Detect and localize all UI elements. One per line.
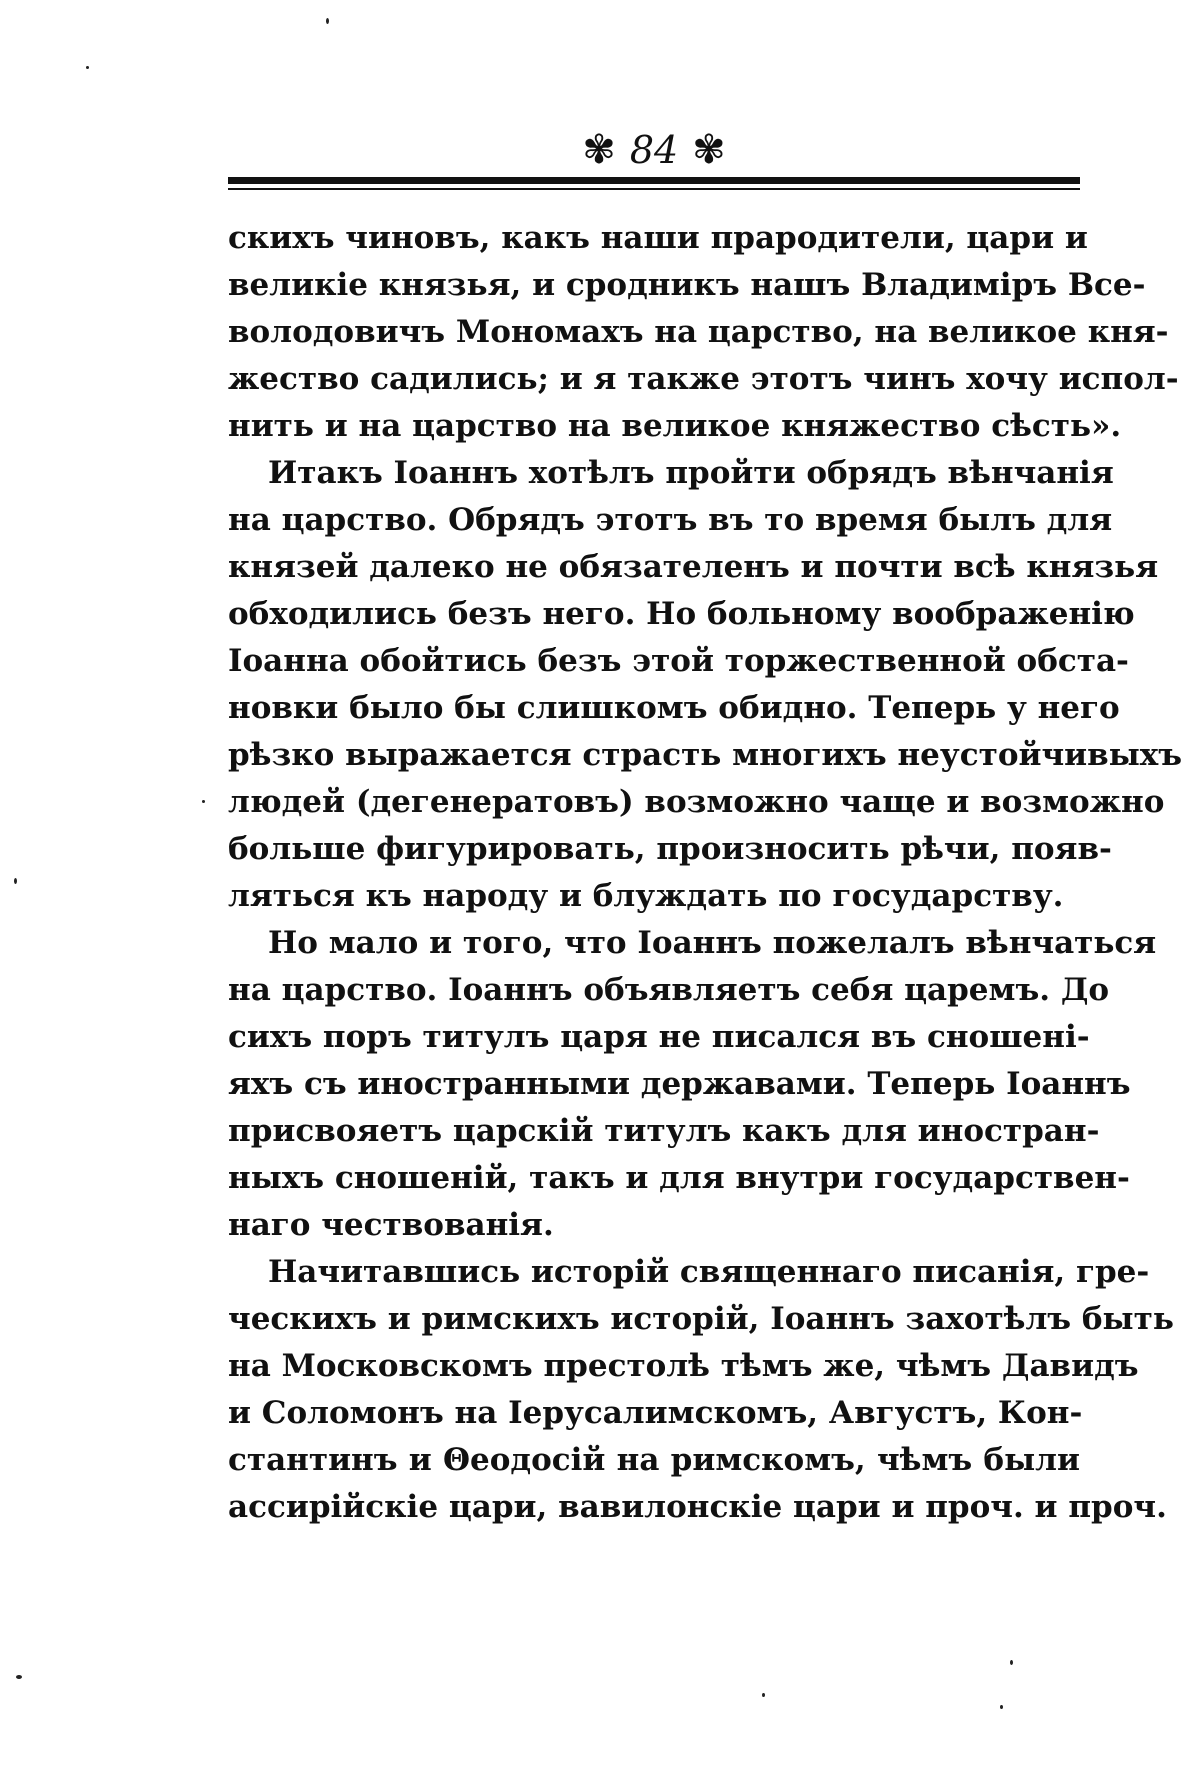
- scan-speck: [86, 66, 89, 69]
- text-line: на Московскомъ престолѣ тѣмъ же, чѣмъ Давидъ: [228, 1348, 1139, 1384]
- text-line: присвояетъ царскій титулъ какъ для иностран-: [228, 1113, 1100, 1149]
- text-line: наго чествованія.: [228, 1207, 554, 1243]
- text-line: больше фигурировать, произносить рѣчи, появ-: [228, 831, 1112, 867]
- header-rule-thick: [228, 177, 1080, 184]
- text-line: рѣзко выражается страсть многихъ неустойчивыхъ: [228, 737, 1182, 773]
- text-line: ческихъ и римскихъ исторій, Іоаннъ захотѣлъ быть: [228, 1301, 1174, 1337]
- text-line: ныхъ сношеній, такъ и для внутри государствен-: [228, 1160, 1130, 1196]
- scan-speck: [1000, 1705, 1003, 1709]
- fleuron-left-icon: ✾: [582, 127, 616, 173]
- header-rule-thin: [228, 188, 1080, 190]
- text-line: и Соломонъ на Іерусалимскомъ, Августъ, Кон-: [228, 1395, 1083, 1431]
- text-line: новки было бы слишкомъ обидно. Теперь у него: [228, 690, 1120, 726]
- text-line: жество садились; и я также этотъ чинъ хочу испол-: [228, 361, 1179, 397]
- scan-speck: [14, 878, 17, 884]
- text-line: Іоанна обойтись безъ этой торжественной обста-: [228, 643, 1129, 679]
- text-line: обходились безъ него. Но больному воображенію: [228, 596, 1135, 632]
- text-line: нить и на царство на великое княжество сѣсть».: [228, 408, 1122, 444]
- scan-speck: [762, 1693, 765, 1697]
- text-line: володовичъ Мономахъ на царство, на великое кня-: [228, 314, 1169, 350]
- text-line: стантинъ и Θеодосій на римскомъ, чѣмъ были: [228, 1442, 1080, 1478]
- scan-speck: [16, 1675, 22, 1679]
- running-head: [228, 125, 1080, 175]
- text-line: Начитавшись исторій священнаго писанія, гре-: [268, 1254, 1150, 1290]
- text-line: скихъ чиновъ, какъ наши прародители, цари и: [228, 220, 1088, 256]
- text-line: великіе князья, и сродникъ нашъ Владиміръ Все-: [228, 267, 1146, 303]
- text-line: людей (дегенератовъ) возможно чаще и возможно: [228, 784, 1165, 820]
- fleuron-right-icon: ✾: [692, 127, 726, 173]
- scan-speck: [326, 18, 329, 24]
- text-line: Итакъ Іоаннъ хотѣлъ пройти обрядъ вѣнчанія: [268, 455, 1114, 491]
- text-line: Но мало и того, что Іоаннъ пожелалъ вѣнчаться: [268, 925, 1157, 961]
- scan-speck: [1010, 1660, 1013, 1665]
- body-text: [228, 215, 1182, 1531]
- text-line: князей далеко не обязателенъ и почти всѣ князья: [228, 549, 1159, 585]
- page-number: 84: [629, 128, 679, 172]
- text-line: ассирійскіе цари, вавилонскіе цари и проч. и проч.: [228, 1489, 1167, 1525]
- text-line: на царство. Обрядъ этотъ въ то время былъ для: [228, 502, 1113, 538]
- text-line: на царство. Іоаннъ объявляетъ себя царемъ. До: [228, 972, 1110, 1008]
- scan-speck: [202, 800, 205, 803]
- text-line: сихъ поръ титулъ царя не писался въ сношені-: [228, 1019, 1090, 1055]
- text-line: яхъ съ иностранными державами. Теперь Іоаннъ: [228, 1066, 1131, 1102]
- text-line: ляться къ народу и блуждать по государству.: [228, 878, 1064, 914]
